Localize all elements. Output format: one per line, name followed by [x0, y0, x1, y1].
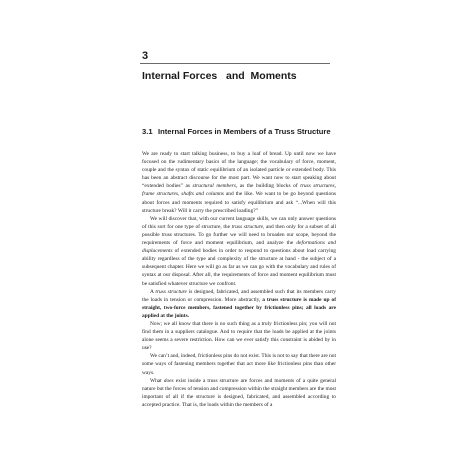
chapter-number: 3 [142, 50, 149, 62]
italic-run: truss structure [155, 288, 187, 295]
chapter-rule [140, 63, 330, 64]
chapter-title: Internal Forces and Moments [142, 70, 297, 82]
text-run: What [150, 377, 164, 384]
section-heading [142, 127, 342, 137]
section-number: 3.1 [142, 127, 153, 136]
text-run: of extended bodies in order to respond to questions about load carrying ability regardless of the type and complexity of the structure at hand - the subject of a subsequent chapter. Here we will go as far as we can go with the vocabulary and rules of syntax at our disposal. After all, the requirements of force and moment equilibrium must be satisfied whatever structure we confront. [142, 248, 336, 287]
text-run: is designed, fabricated, and assembled such that its members carry the loads in tension or compression. More abstractly, [142, 288, 336, 303]
section-title: Internal Forces in Members of a Truss Structure [158, 127, 331, 136]
italic-run: deformations and displacements [142, 240, 336, 255]
paragraph [142, 377, 336, 409]
text-run: , and then only for a subset of all possible truss structures. To go further we will need to broaden our scope, beyond the requirements of force and moment equilibrium, and analyze the [142, 223, 336, 247]
italic-run: does [163, 377, 174, 384]
italic-run: truss structure [231, 223, 263, 230]
bold-run: a truss structure is made up of straight, two-force members, fastened together by frictionless pins; all loads are applied at the joints. [142, 296, 336, 319]
body-text [142, 150, 336, 409]
text-run: A [150, 288, 156, 295]
paragraph [142, 288, 336, 320]
text-run: , as the building blocks of [235, 183, 301, 190]
text-run: We will discover that, with our current language skills, we can only answer questions of this sort for one type of structure, the [142, 215, 336, 230]
text-run: We are ready to start talking business, to buy a loaf of bread. Up until now we have focused on the rudimentary basics of the language; the vocabulary of force, moment, couple and the syntax of static equilibrium of an isolated particle or extended body. This has been an abstract discourse for the most part. We want now to start speaking about “extended bodies” as [142, 151, 336, 190]
italic-run: truss structures, frame structures, shafts and columns [142, 183, 337, 198]
paragraph [142, 352, 336, 376]
paragraph [142, 320, 336, 352]
text-run: and the like. We want to be go beyond questions about forces and moments required to satisfy equilibrium and ask “...When will this structure break? Will it carry the prescribed loading?” [142, 191, 336, 214]
italic-run: structural members [192, 183, 236, 190]
text-run: exist inside a truss structure are forces and moments of a quite general nature but the forces of tension and compression within the straight members are the most important of all if the structure is designed, fabricated, and assembled according to accepted practice. That is, the loads within the members of a [142, 377, 337, 408]
text-run: Now; we all know that there is no such thing as a truly frictionless pin; you will not find them in a suppliers catalogue. And to require that the loads be applied at the joints alone seems a severe restriction. How can we ever satisfy this constraint is abided by in use? [142, 320, 336, 352]
text-run: We can’t and, indeed, frictionless pins do not exist. This is not to say that there are not some ways of fastening members together that act more like frictionless pins than other ways. [142, 353, 336, 376]
paragraph [142, 150, 336, 215]
paragraph [142, 215, 336, 288]
